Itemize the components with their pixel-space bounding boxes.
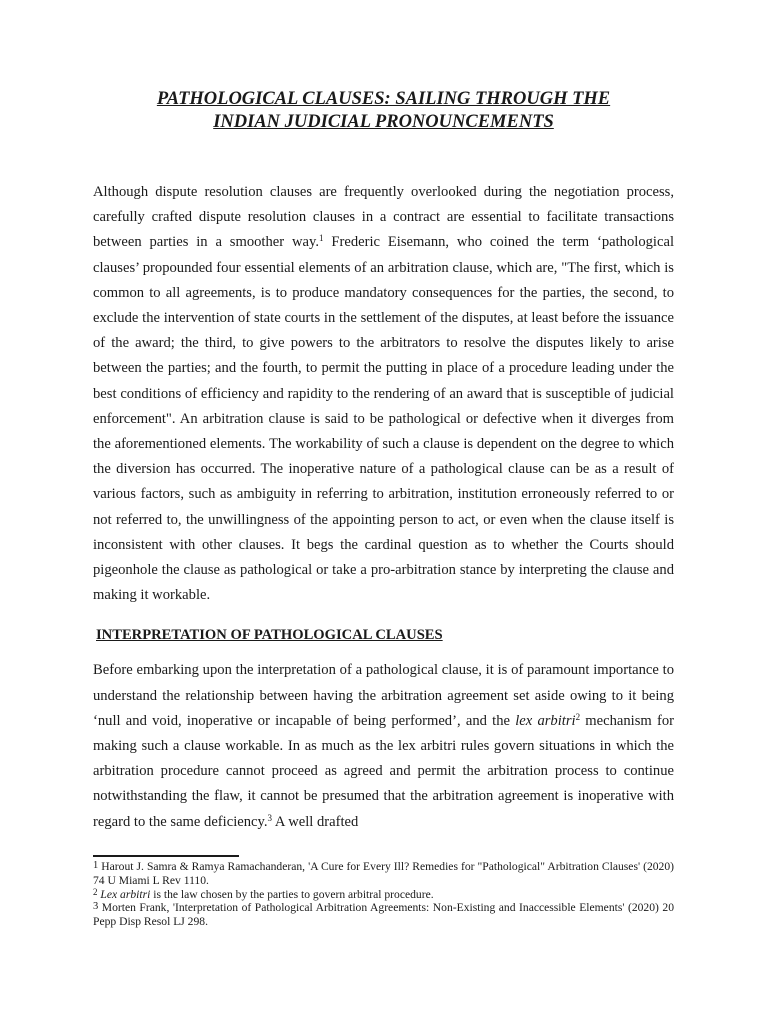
footnote-2 xyxy=(93,888,674,902)
footnote-ref-3[interactable]: 3 xyxy=(267,812,272,823)
title-line-2: INDIAN JUDICIAL PRONOUNCEMENTS xyxy=(213,112,554,132)
footnote-number: 1 xyxy=(93,860,99,871)
paragraph-text: Before embarking upon the interpretation of a pathological clause, it is of paramount importance to understand the relationship between having the arbitration agreement set aside owing to it being ‘null and void, inoperative or incapable of being performed’, and the xyxy=(93,662,674,729)
paragraph-text: Frederic Eisemann, who coined the term ‘pathological clauses’ propounded four essential elements of an arbitration clause, which are, "The first, which is common to all agreements, is to produce mandatory consequences for the parties, the second, to exclude the intervention of state courts in the settlement of the disputes, at least before the issuance of the award; the third, to give powers to the arbitrators to resolve the disputes likely to arise between the parties; and the fourth, to permit the putting in place of a procedure leading under the best conditions of efficiency and rapidity to the rendering of an award that is susceptible of judicial enforcement". An arbitration clause is said to be pathological or defective when it diverges from the aforementioned elements. The workability of such a clause is dependent on the degree to which the diversion has occurred. The inoperative nature of a pathological clause can be as a result of various factors, such as ambiguity in referring to arbitration, institution erroneously referred to or not referred to, the unwillingness of the appointing person to act, or even when the clause itself is inconsistent with other clauses. It begs the cardinal question as to whether the Courts should pigeonhole the clause as pathological or take a pro-arbitration stance by interpreting the clause and making it workable. xyxy=(93,234,674,604)
paragraph-text: A well drafted xyxy=(272,813,359,830)
footnote-number: 3 xyxy=(93,901,99,913)
title-line-1: PATHOLOGICAL CLAUSES: SAILING THROUGH THE xyxy=(156,89,611,109)
footnote-number: 2 xyxy=(93,886,98,897)
document-title xyxy=(93,88,674,134)
footnotes xyxy=(93,860,674,929)
section-heading: INTERPRETATION OF PATHOLOGICAL CLAUSES xyxy=(96,627,443,644)
footnote-text: Harout J. Samra & Ramya Ramachanderan, 'A Cure for Every Ill? Remedies for "Pathological" Arbitration Clauses' (2020) 74 U Miami L Rev 1110. xyxy=(93,860,674,887)
footnote-text: Morten Frank, 'Interpretation of Pathological Arbitration Agreements: Non-Existing and Inaccessible Elements' (2020) 20 Pepp Disp Resol LJ 298. xyxy=(93,901,674,929)
footnote-text: is the law chosen by the parties to govern arbitral procedure. xyxy=(150,887,434,901)
paragraph-intro xyxy=(93,180,674,608)
italic-term: lex arbitri xyxy=(515,712,576,729)
paragraph-text: Although dispute resolution clauses are frequently overlooked during the negotiation process, carefully crafted dispute resolution clauses in a contract are essential to facilitate transactions between parties in a smoother way. xyxy=(93,184,674,251)
paragraph-text: mechanism for making such a clause workable. In as much as the lex arbitri rules govern situations in which the arbitration procedure cannot proceed as agreed and permit the arbitration process to continue notwithstanding the flaw, it cannot be presumed that the arbitration agreement is inoperative with regard to the same deficiency. xyxy=(93,712,674,830)
footnote-separator xyxy=(93,855,239,857)
document-page xyxy=(93,88,674,835)
footnote-ref-1[interactable]: 1 xyxy=(319,233,324,244)
footnote-ref-2[interactable]: 2 xyxy=(575,711,581,722)
footnote-3 xyxy=(93,901,674,929)
footnote-italic-term: Lex arbitri xyxy=(100,887,151,901)
footnote-1 xyxy=(93,860,674,888)
paragraph-interpretation xyxy=(93,658,674,834)
